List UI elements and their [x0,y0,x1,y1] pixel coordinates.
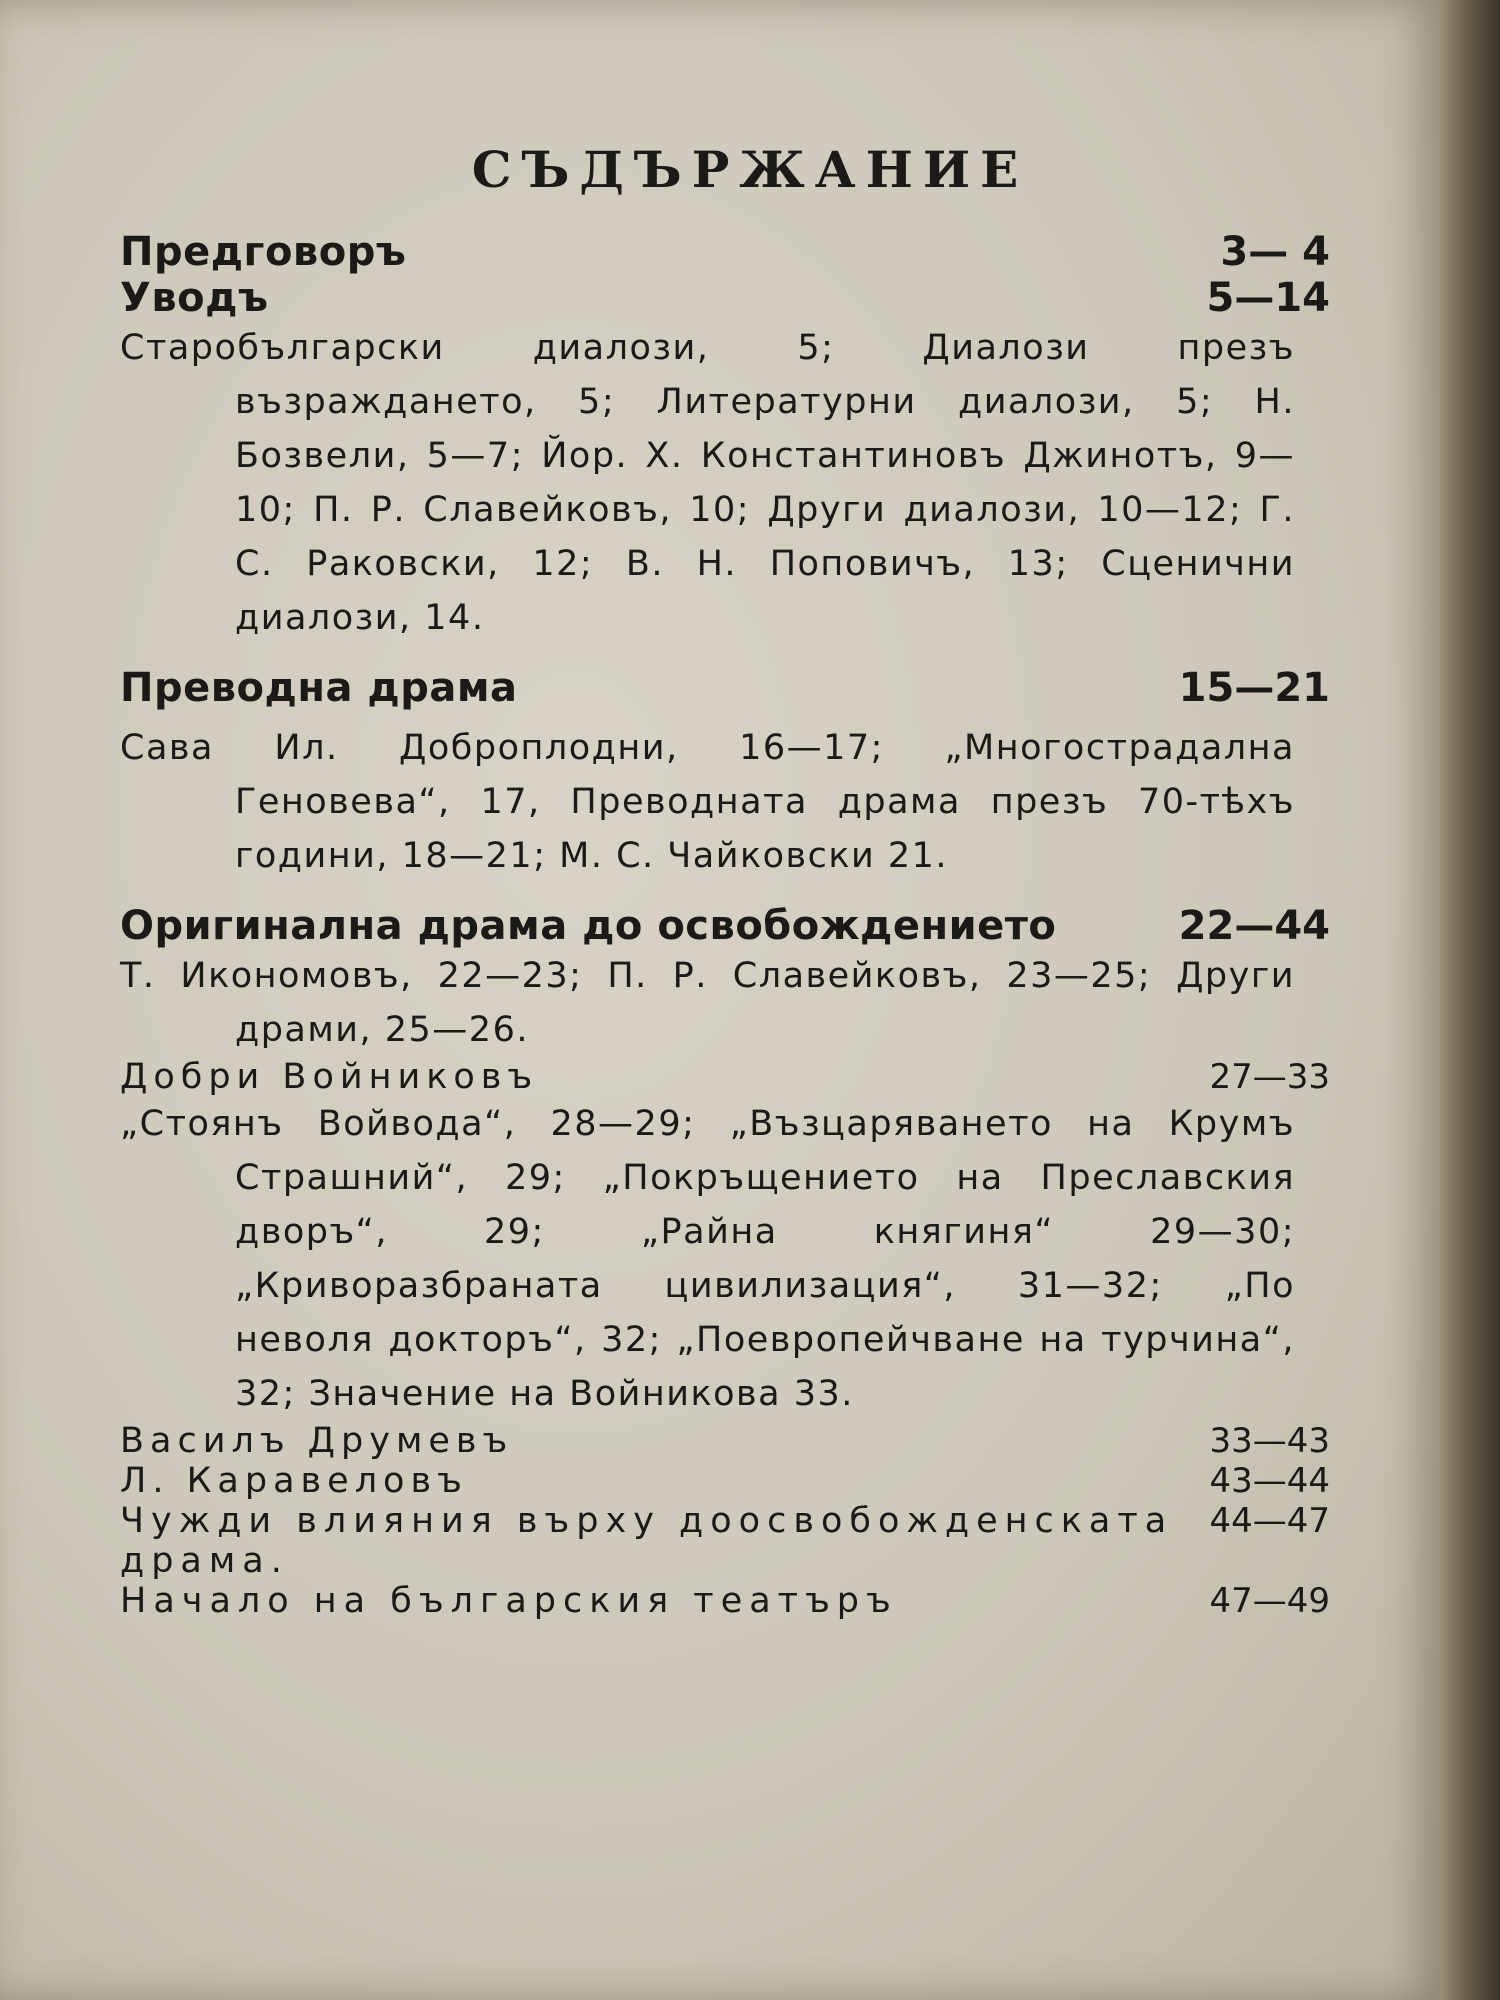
subsection-heading: Василъ Друмевъ [120,1421,514,1461]
toc-subsection-drumev [120,1421,1350,1461]
page-title: СЪДЪРЖАНИЕ [471,140,1029,199]
page-range: 15—21 [1178,665,1330,711]
toc-section-preface [120,229,1350,275]
subsection-heading: Добри Войниковъ [120,1057,539,1097]
page-range: 33—43 [1209,1421,1330,1461]
section-contents: Старобългарски диалози, 5; Диалози презъ възраждането, 5; Литературни диалози, 5; Н. Бозвели, 5—7; Йор. Х. Константиновъ Джинотъ, 9—10; П. Р. Славейковъ, 10; Други диалози, 10—12; Г. С. Раковски, 12; В. Н. Поповичъ, 13; Сценични диалози, 14. [120,328,1295,638]
subsection-heading: Начало на българския театъръ [120,1581,898,1621]
section-heading: Оригинална драма до освобождението [120,903,1057,949]
section-heading: Предговоръ [120,229,407,275]
toc-subsection-karavelov [120,1461,1350,1501]
toc-subsection-foreign-influences [120,1501,1350,1581]
page-range: 3— 4 [1220,229,1330,275]
toc-section-original-drama [120,903,1350,1057]
page-range: 5—14 [1206,275,1330,321]
page-range: 22—44 [1178,903,1330,949]
toc-section-translated-drama [120,665,1350,883]
toc-subsection-voynikov [120,1057,1350,1421]
subsection-contents: „Стоянъ Войвода“, 28—29; „Възцаряването на Крумъ Страшний“, 29; „Покръщението на Преславския дворъ“, 29; „Райна княгиня“ 29—30; „Криворазбраната цивилизация“, 31—32; „По неволя докторъ“, 32; „Поевропейчване на турчина“, 32; Значение на Войникова 33. [120,1104,1295,1414]
book-spine-edge [1440,0,1500,2000]
page-range: 43—44 [1209,1461,1330,1501]
subsection-heading: Чужди влияния върху доосвобожденската драма. [120,1501,1174,1581]
section-contents: Т. Икономовъ, 22—23; П. Р. Славейковъ, 23—25; Други драми, 25—26. [120,956,1295,1050]
page-range: 47—49 [1209,1581,1330,1621]
toc-section-introduction [120,275,1350,645]
section-contents: Сава Ил. Доброплодни, 16—17; „Многострадална Геновева“, 17, Преводната драма презъ 70-тѣхъ години, 18—21; М. С. Чайковски 21. [120,728,1295,876]
section-heading: Уводъ [120,275,269,321]
table-of-contents [120,140,1350,1621]
subsection-heading: Л. Каравеловъ [120,1461,468,1501]
page-range: 44—47 [1209,1501,1330,1541]
section-heading: Преводна драма [120,665,518,711]
page-range: 27—33 [1209,1057,1330,1097]
toc-subsection-theatre-beginning [120,1581,1350,1621]
